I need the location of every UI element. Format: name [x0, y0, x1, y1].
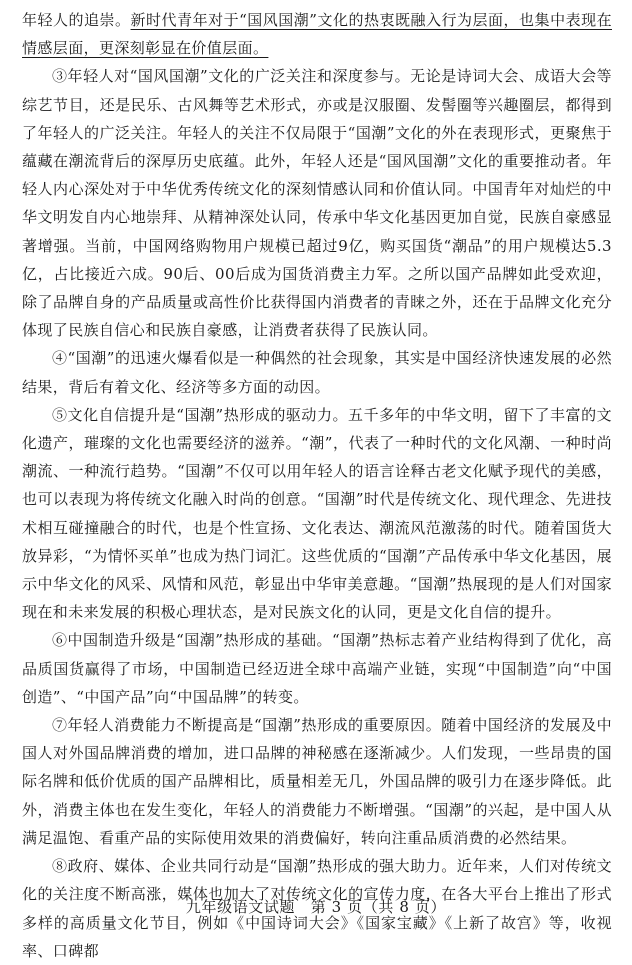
text-run: 年轻人的追崇。: [22, 11, 131, 29]
page-footer: 九年级语文试题 第 3 页（共 8 页）: [185, 898, 447, 916]
paragraph-continued: [22, 6, 612, 62]
underlined-sentence: 新时代青年对于“国风国潮”文化的热衷既融入行为层面，也集中表现在情感层面，更深刻彰显在价值层面。: [22, 11, 612, 58]
exam-page: [22, 6, 612, 965]
paragraph-3: ③年轻人对“国风国潮”文化的广泛关注和深度参与。无论是诗词大会、成语大会等综艺节目，还是民乐、古风舞等艺术形式，亦或是汉服圈、发髻圈等兴趣圈层，都得到了年轻人的广泛关注。年轻人的关注不仅局限于“国潮”文化的外在表现形式，更聚焦于蕴藏在潮流背后的深厚历史底蕴。此外，年轻人还是“国风国潮”文化的重要推动者。年轻人内心深处对于中华优秀传统文化的深刻情感认同和价值认同。中国青年对灿烂的中华文明发自内心地崇拜、从精神深处认同，传承中华文化基因更加自觉，民族自豪感显著增强。当前，中国网络购物用户规模已超过9亿，购买国货“潮品”的用户规模达5.3亿，占比接近六成。90后、00后成为国货消费主力军。之所以国产品牌如此受欢迎，除了品牌自身的产品质量或高性价比获得国内消费者的青睐之外，还在于品牌文化充分体现了民族自信心和民族自豪感，让消费者获得了民族认同。: [22, 67, 612, 340]
paragraph-4: ④“国潮”的迅速火爆看似是一种偶然的社会现象，其实是中国经济快速发展的必然结果，背后有着文化、经济等多方面的动因。: [22, 349, 612, 396]
paragraph-8: ⑧政府、媒体、企业共同行动是“国潮”热形成的强大助力。近年来，人们对传统文化的关注度不断高涨，媒体也加大了对传统文化的宣传力度，在各大平台上推出了形式多样的高质量文化节目，例如《中国诗词大会》《国家宝藏》《上新了故宫》等，收视率、口碑都: [22, 857, 612, 960]
paragraph-6: ⑥中国制造升级是“国潮”热形成的基础。“国潮”热标志着产业结构得到了优化，高品质国货赢得了市场，中国制造已经迈进全球中高端产业链，实现“中国制造”向“中国创造”、“中国产品”向“中国品牌”的转变。: [22, 631, 612, 706]
paragraph-5: ⑤文化自信提升是“国潮”热形成的驱动力。五千多年的中华文明，留下了丰富的文化遗产，璀璨的文化也需要经济的滋养。“潮”，代表了一种时代的文化风潮、一种时尚潮流、一种流行趋势。“国潮”不仅可以用年轻人的语言诠释古老文化赋予现代的美感，也可以表现为将传统文化融入时尚的创意。“国潮”时代是传统文化、现代理念、先进技术相互碰撞融合的时代，也是个性宣扬、文化表达、潮流风范激荡的时代。随着国货大放异彩，“为情怀买单”也成为热门词汇。这些优质的“国潮”产品传承中华文化基因，展示中华文化的风采、风情和风范，彰显出中华审美意趣。“国潮”热展现的是人们对国家现在和未来发展的积极心理状态，是对民族文化的认同，更是文化自信的提升。: [22, 405, 612, 622]
paragraph-7: ⑦年轻人消费能力不断提高是“国潮”热形成的重要原因。随着中国经济的发展及中国人对外国品牌消费的增加，进口品牌的神秘感在逐渐减少。人们发现，一些昂贵的国际名牌和低价优质的国产品牌相比，质量相差无几，外国品牌的吸引力在逐步降低。此外，消费主体也在发生变化，年轻人的消费能力不断增强。“国潮”的兴起，是中国人从满足温饱、看重产品的实际使用效果的消费偏好，转向注重品质消费的必然结果。: [22, 716, 612, 847]
